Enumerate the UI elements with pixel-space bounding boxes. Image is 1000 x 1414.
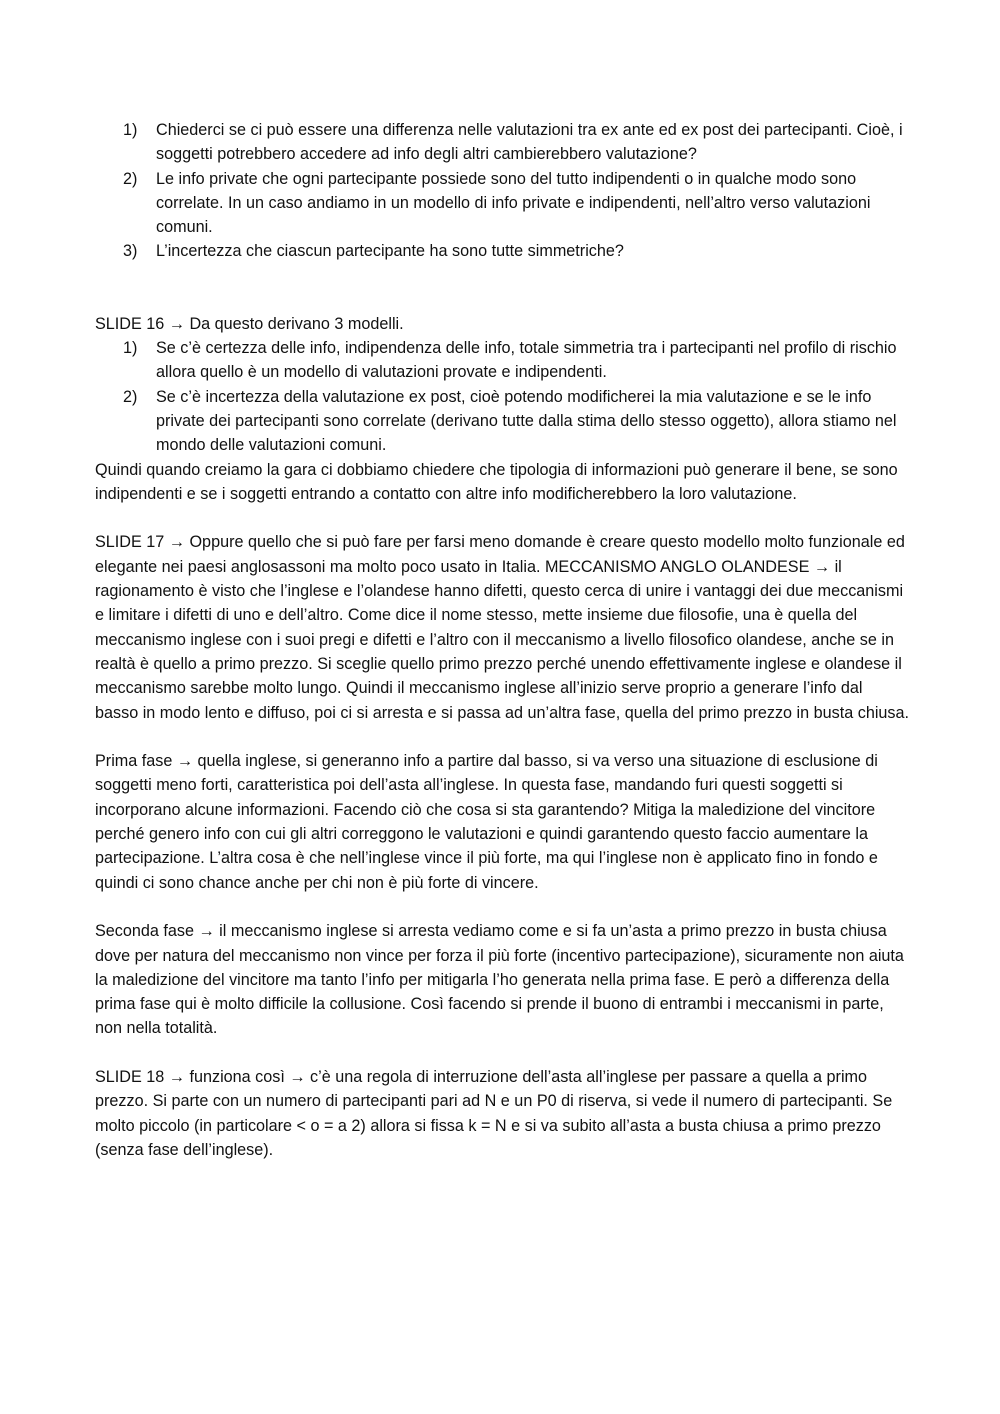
slide16-heading: SLIDE 16 → Da questo derivano 3 modelli.: [95, 314, 404, 333]
spacer: [95, 725, 910, 749]
list-item: [95, 385, 910, 458]
paragraph-prima-fase: Prima fase → quella inglese, si generanno info a partire dal basso, si va verso una situazione di esclusione di soggetti meno forti, caratteristica poi dell’asta all’inglese. In questa fase, mandando furi questi soggetti si incorporano alcune informazioni. Facendo ciò che cosa si sta garantendo? Mitiga la maledizione del vincitore perché genero info con cui gli altri correggono le valutazioni e quindi garantendo questo faccio aumentare la partecipazione. L’altra cosa è che nell’inglese vince il più forte, ma qui l’inglese non è applicato fino in fondo e quindi ci sono chance anche per chi non è più forte di vincere.: [95, 752, 878, 892]
list-item-text: L’incertezza che ciascun partecipante ha sono tutte simmetriche?: [156, 242, 624, 261]
document-body: [95, 118, 910, 1162]
list-number: 1): [123, 339, 138, 358]
list-item: [95, 118, 910, 167]
spacer: [95, 1041, 910, 1065]
list-number: 3): [123, 242, 138, 261]
list-item-text: Se c’è incertezza della valutazione ex post, cioè potendo modificherei la mia valutazione e se le info private dei partecipanti sono correlate (derivano tutte dalla stima dello stesso oggetto), allora stiamo nel mondo delle valutazioni comuni.: [156, 387, 897, 455]
list-item: [95, 167, 910, 240]
list-item-text: Le info private che ogni partecipante possiede sono del tutto indipendenti o in qualche modo sono correlate. In un caso andiamo in un modello di info private e indipendenti, nell’altro verso valutazioni comuni.: [156, 169, 871, 237]
paragraph-slide17: SLIDE 17 → Oppure quello che si può fare per farsi meno domande è creare questo modello molto funzionale ed elegante nei paesi anglosassoni ma molto poco usato in Italia. MECCANISMO ANGLO OLANDESE → il ragionamento è visto che l’inglese e l’olandese hanno difetti, questo cerca di unire i vantaggi dei due meccanismi e limitare i difetti di uno e dell’altro. Come dice il nome stesso, mette insieme due filosofie, una è quella del meccanismo inglese con i suoi pregi e difetti e l’altro con il meccanismo a livello filosofico olandese, anche se in realtà è quello a primo prezzo. Si sceglie quello primo prezzo perché unendo effettivamente inglese e olandese il meccanismo sarebbe molto lungo. Quindi il meccanismo inglese all’inizio serve proprio a generare l’info dal basso in modo lento e diffuso, poi ci si arresta e si passa ad un’altra fase, quella del primo prezzo in busta chiusa.: [95, 533, 910, 722]
paragraph-seconda-fase: Seconda fase → il meccanismo inglese si arresta vediamo come e si fa un’asta a primo prezzo in busta chiusa dove per natura del meccanismo non vince per forza il più forte (incentivo partecipazione), sicuramente non aiuta la maledizione del vincitore ma tanto l’info per mitigarla l’ho generata nella prima fase. E però a differenza della prima fase qui è molto difficile la collusione. Così facendo si prende il buono di entrambi i meccanismi in parte, non nella totalità.: [95, 922, 904, 1038]
spacer: [95, 895, 910, 919]
numbered-list-models: [95, 336, 910, 457]
list-item-text: Chiederci se ci può essere una differenza nelle valutazioni tra ex ante ed ex post dei partecipanti. Cioè, i soggetti potrebbero accedere ad info degli altri cambierebbero valutazione?: [156, 121, 903, 164]
paragraph-slide16-conclusion: Quindi quando creiamo la gara ci dobbiamo chiedere che tipologia di informazioni può generare il bene, se sono indipendenti e se i soggetti entrando a contatto con altre info modificherebbero la loro valutazione.: [95, 460, 898, 503]
list-number: 2): [123, 387, 138, 406]
spacer: [95, 506, 910, 530]
paragraph-slide18: SLIDE 18 → funziona così → c’è una regola di interruzione dell’asta all’inglese per passare a quella a primo prezzo. Si parte con un numero di partecipanti pari ad N e un P0 di riserva, si vede il numero di partecipanti. Se molto piccolo (in particolare < o = a 2) allora si fissa k = N e si va subito all’asta a busta chiusa a primo prezzo (senza fase dell’inglese).: [95, 1067, 893, 1159]
numbered-list-questions: [95, 118, 910, 264]
list-item: [95, 336, 910, 385]
list-number: 2): [123, 169, 138, 188]
spacer: [95, 264, 910, 312]
list-item-text: Se c’è certezza delle info, indipendenza delle info, totale simmetria tra i partecipanti nel profilo di rischio allora quello è un modello di valutazioni provate e indipendenti.: [156, 339, 897, 382]
list-item: [95, 239, 910, 263]
list-number: 1): [123, 121, 138, 139]
